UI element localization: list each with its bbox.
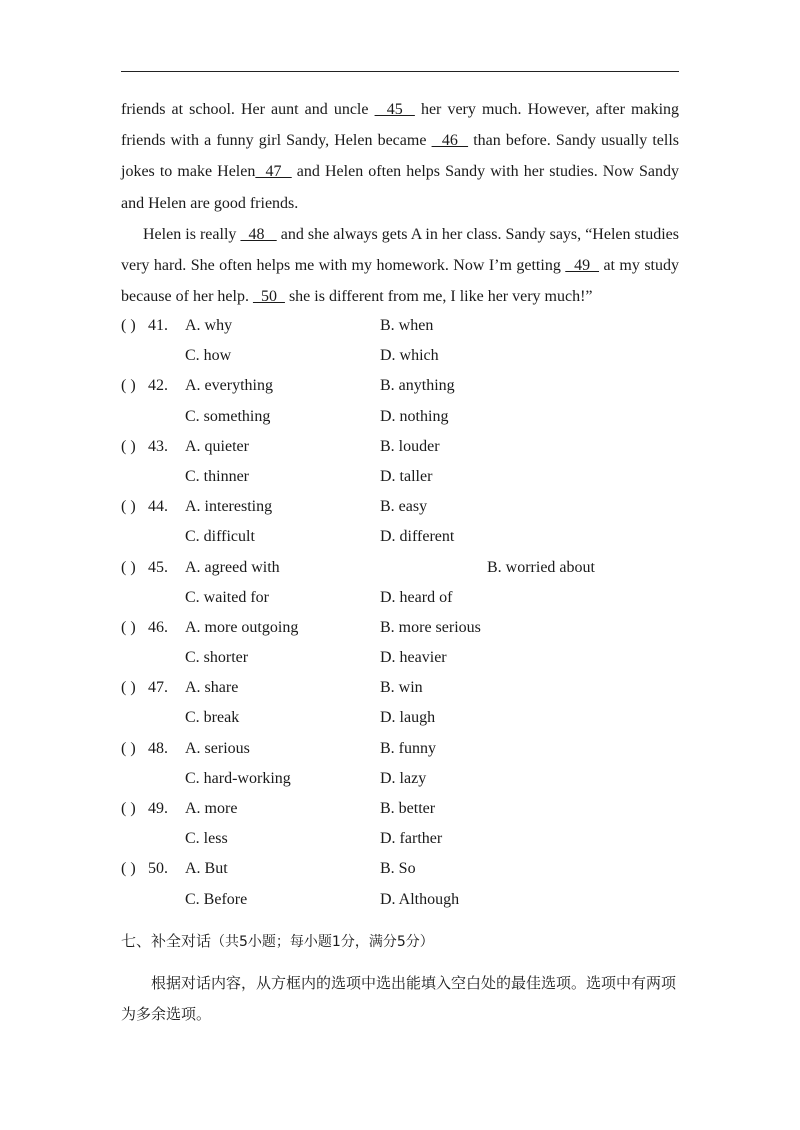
question-row-cont (121, 764, 681, 794)
question-row (121, 734, 681, 764)
question-row (121, 492, 681, 522)
blank-46: 46 (431, 132, 469, 150)
option-b: B. anything (380, 377, 455, 395)
question-number: 47. (148, 679, 168, 697)
section-heading (121, 927, 434, 956)
answer-blank[interactable]: ( ) (121, 618, 136, 636)
option-d: D. heavier (380, 649, 447, 667)
option-b: B. win (380, 679, 423, 697)
option-d: D. Although (380, 890, 460, 908)
option-a: A. interesting (185, 498, 273, 516)
passage-text: her very much. However, after making friends with a funny girl Sandy, Helen became (121, 101, 680, 150)
answer-blank[interactable]: ( ) (121, 377, 136, 395)
option-b: B. funny (380, 739, 436, 757)
blank-48: 48 (240, 225, 277, 243)
option-c: C. difficult (185, 528, 255, 546)
question-row-cont (121, 643, 681, 673)
section-instructions: 根据对话内容，从方框内的选项中选出能填入空白处的最佳选项。选项中有两项为多余选项。 (121, 974, 677, 1023)
option-c: C. shorter (185, 649, 249, 667)
option-b: B. worried about (487, 558, 595, 576)
answer-blank[interactable]: ( ) (121, 437, 136, 455)
option-a: A. why (185, 317, 233, 334)
option-d: D. farther (380, 830, 443, 848)
question-row (121, 673, 681, 703)
option-c: C. something (185, 407, 271, 425)
question-row (121, 553, 681, 583)
option-c: C. waited for (185, 588, 269, 606)
passage-paragraph-1 (121, 94, 679, 219)
passage-text: than before. Sandy usually tells jokes to make Helen (121, 132, 680, 181)
answer-blank[interactable]: ( ) (121, 679, 136, 697)
answer-blank[interactable]: ( ) (121, 317, 136, 334)
passage-text: and Helen often helps Sandy with her studies. Now Sandy and Helen are good friends. (121, 163, 680, 212)
question-row-cont (121, 402, 681, 432)
option-b: B. So (380, 860, 416, 878)
question-row-cont (121, 703, 681, 733)
question-number: 46. (148, 618, 168, 636)
option-d: D. laugh (380, 709, 436, 727)
passage-paragraph-2 (121, 219, 679, 313)
option-a: A. more (185, 800, 238, 817)
question-number: 45. (148, 558, 168, 576)
question-row-cont (121, 462, 681, 492)
question-number: 44. (148, 498, 168, 516)
option-c: C. less (185, 830, 228, 848)
option-d: D. different (380, 528, 455, 546)
option-c: C. hard-working (185, 769, 291, 787)
passage-text: at my study because of her help. (121, 257, 679, 306)
blank-47: 47 (255, 163, 292, 181)
question-row (121, 311, 681, 341)
option-a: A. agreed with (185, 558, 280, 576)
blank-49: 49 (565, 257, 600, 275)
option-c: C. break (185, 709, 240, 727)
option-d: D. which (380, 347, 439, 365)
question-number: 50. (148, 860, 168, 878)
question-row (121, 794, 681, 824)
question-row (121, 613, 681, 643)
question-row-cont (121, 583, 681, 613)
option-a: A. everything (185, 377, 273, 395)
question-row (121, 371, 681, 401)
question-number: 49. (148, 800, 168, 817)
option-c: C. how (185, 347, 232, 365)
section-scoring: （共5小题；每小题1分，满分5分） (211, 934, 434, 950)
option-c: C. Before (185, 890, 248, 908)
option-d: D. lazy (380, 769, 427, 787)
question-list (121, 311, 681, 915)
header-rule (121, 71, 679, 72)
option-b: B. better (380, 800, 436, 817)
answer-blank[interactable]: ( ) (121, 800, 136, 817)
question-row (121, 432, 681, 462)
option-a: A. serious (185, 739, 250, 757)
question-row-cont (121, 341, 681, 371)
answer-blank[interactable]: ( ) (121, 860, 136, 878)
option-b: B. easy (380, 498, 428, 516)
blank-45: 45 (374, 101, 415, 118)
option-b: B. when (380, 317, 434, 334)
option-a: A. more outgoing (185, 618, 299, 636)
answer-blank[interactable]: ( ) (121, 498, 136, 516)
option-d: D. taller (380, 467, 433, 485)
option-a: A. But (185, 860, 228, 878)
option-b: B. louder (380, 437, 440, 455)
blank-50: 50 (252, 288, 285, 306)
cloze-passage (121, 94, 679, 312)
question-row-cont (121, 885, 681, 915)
question-row (121, 854, 681, 884)
passage-text: friends at school. Her aunt and uncle (121, 101, 375, 118)
answer-blank[interactable]: ( ) (121, 558, 136, 576)
option-d: D. heard of (380, 588, 453, 606)
question-number: 43. (148, 437, 168, 455)
option-a: A. quieter (185, 437, 249, 455)
passage-text: Helen is really (143, 225, 241, 243)
question-number: 41. (148, 317, 168, 334)
answer-blank[interactable]: ( ) (121, 739, 136, 757)
question-number: 48. (148, 739, 168, 757)
passage-text: and she always gets A in her class. Sandy says, “Helen studies very hard. She often helps me with my homework. Now I’m getting (121, 225, 680, 275)
option-a: A. share (185, 679, 239, 697)
question-row-cont (121, 824, 681, 854)
option-d: D. nothing (380, 407, 449, 425)
option-b: B. more serious (380, 618, 481, 636)
question-number: 42. (148, 377, 168, 395)
option-c: C. thinner (185, 467, 249, 485)
section-title: 七、补全对话 (121, 932, 212, 950)
question-row-cont (121, 522, 681, 552)
passage-text: she is different from me, I like her very much!” (284, 288, 593, 306)
